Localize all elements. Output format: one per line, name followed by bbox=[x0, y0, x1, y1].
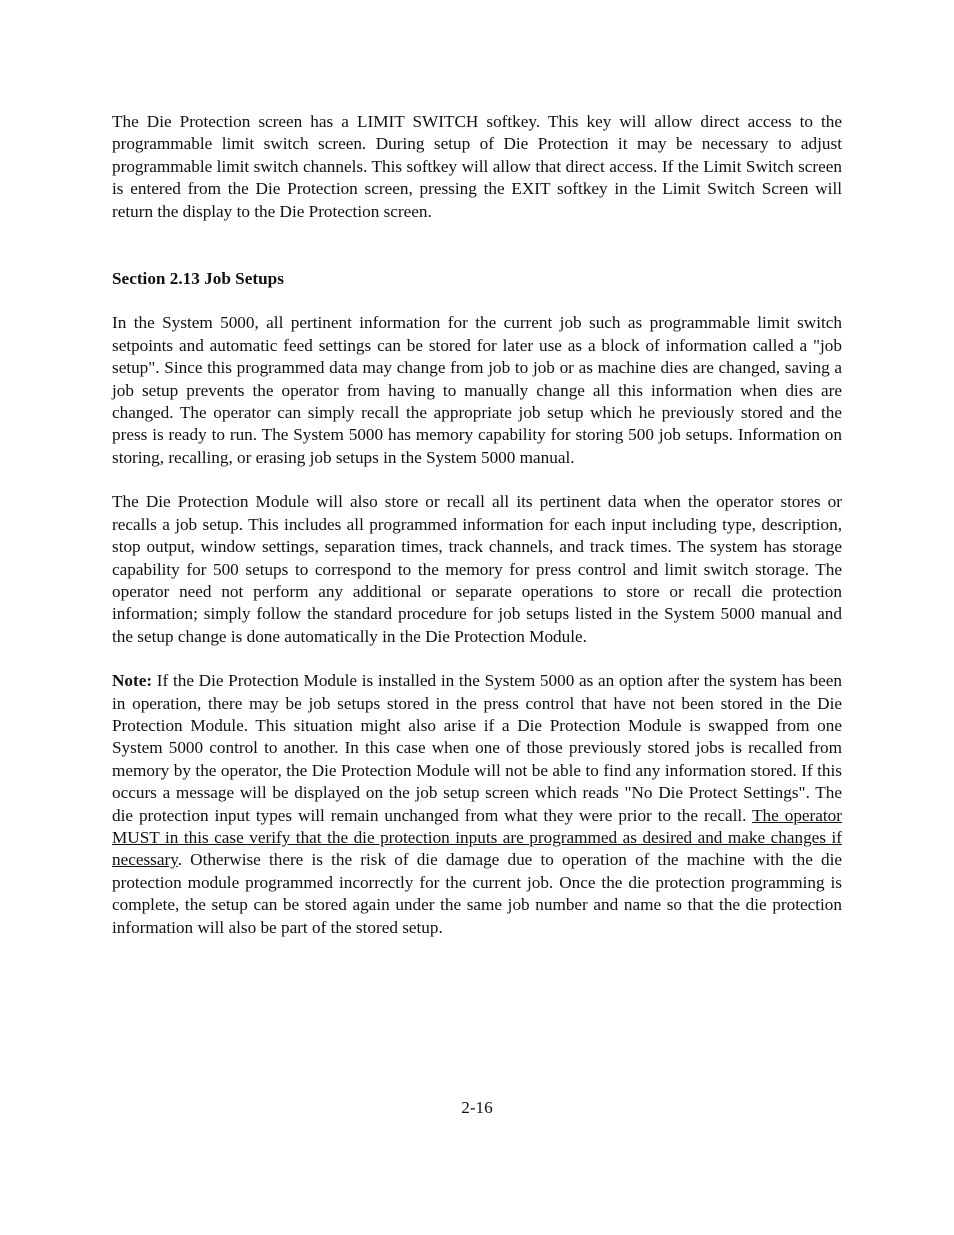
page-number: 2-16 bbox=[461, 1098, 493, 1117]
note-text-after: . Otherwise there is the risk of die damage due to operation of the machine with the die protection module programmed incorrectly for the current job. Once the die protection programming is complete, the setup can be stored again under the same job number and name so that the die protection information will also be part of the stored setup. bbox=[112, 850, 842, 937]
note-underlined-warning: The operator MUST in this case verify that the die protection inputs are programmed as desired and make changes if necessary bbox=[112, 805, 842, 870]
paragraph-module-storage: The Die Protection Module will also store or recall all its pertinent data when the operator stores or recalls a job setup. This includes all programmed information for each input including type, description, stop output, window settings, separation times, track channels, and track times. The system has storage capability for 500 setups to correspond to the memory for press control and limit switch storage. The operator need not perform any additional or separate operations to store or recall die protection information; simply follow the standard procedure for job setups listed in the System 5000 manual and the setup change is done automatically in the Die Protection Module. bbox=[112, 492, 842, 646]
section-heading: Section 2.13 Job Setups bbox=[112, 269, 284, 289]
note-label: Note: bbox=[112, 671, 153, 691]
document-page bbox=[112, 111, 842, 939]
paragraph-limit-switch: The Die Protection screen has a LIMIT SWITCH softkey. This key will allow direct access to the programmable limit switch screen. During setup of Die Protection it may be necessary to adjust programmable limit switch channels. This softkey will allow that direct access. If the Limit Switch screen is entered from the Die Protection screen, pressing the EXIT softkey in the Limit Switch Screen will return the display to the Die Protection screen. bbox=[112, 112, 842, 221]
paragraph-job-setups: In the System 5000, all pertinent information for the current job such as programmable limit switch setpoints and automatic feed settings can be stored for later use as a block of information called a "job setup". Since this programmed data may change from job to job or as machine dies are changed, saving a job setup prevents the operator from having to manually change all this information when dies are changed. The operator can simply recall the appropriate job setup which he previously stored and the press is ready to run. The System 5000 has memory capability for storing 500 job setups. Information on storing, recalling, or erasing job setups in the System 5000 manual. bbox=[112, 313, 842, 467]
note-paragraph bbox=[112, 670, 842, 939]
note-text-before: If the Die Protection Module is installed in the System 5000 as an option after the system has been in operation, there may be job setups stored in the press control that have not been stored in the Die Protection Module. This situation might also arise if a Die Protection Module is swapped from one System 5000 control to another. In this case when one of those previously stored jobs is recalled from memory by the operator, the Die Protection Module will not be able to find any information stored. If this occurs a message will be displayed on the job setup screen which reads "No Die Protect Settings". The die protection input types will remain unchanged from what they were prior to the recall. bbox=[112, 671, 842, 825]
